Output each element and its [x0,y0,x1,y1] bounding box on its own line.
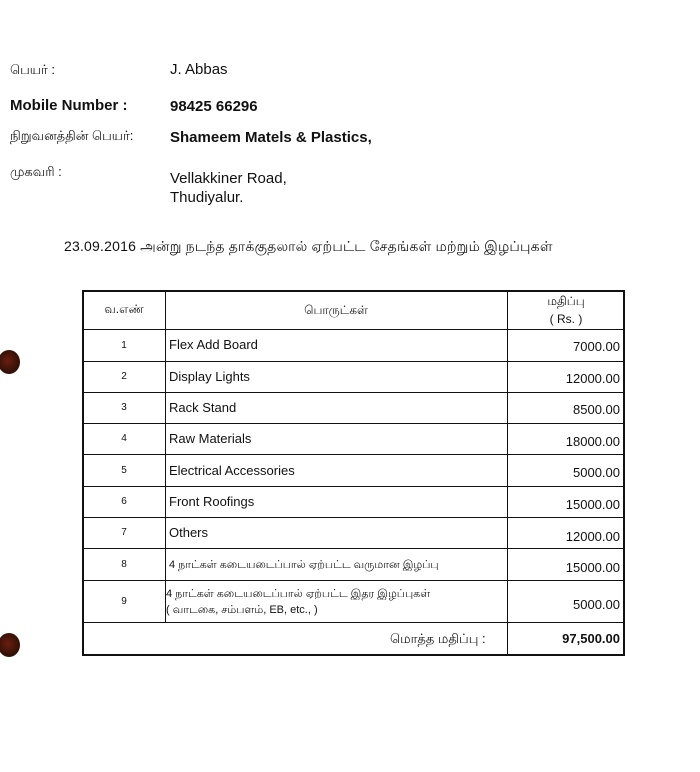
row-divider [82,329,625,330]
row-4-amount: 18000.00 [565,434,620,449]
row-7-sno: 7 [121,527,127,538]
row-9-item: 4 நாட்கள் கடையடைப்பால் ஏற்பட்ட இதர இழப்புகள் [166,588,431,600]
row-1-amount: 7000.00 [573,339,620,354]
punch-hole-lower [0,633,20,657]
row-9-amount: 5000.00 [573,597,620,612]
row-divider [82,517,625,518]
mobile-label: Mobile Number : [10,97,128,114]
row-divider [82,486,625,487]
header-value-line-1: மதிப்பு [547,294,585,308]
row-divider [82,454,625,455]
row-9-item-line-2: ( வாடகை, சம்பளம், EB, etc., ) [166,604,318,616]
name-value: J. Abbas [170,61,228,78]
address-line-1: Vellakkiner Road, [170,170,287,187]
row-2-sno: 2 [121,371,127,382]
row-5-sno: 5 [121,465,127,476]
row-3-amount: 8500.00 [573,402,620,417]
company-label: நிறுவனத்தின் பெயர்: [10,128,134,143]
row-1-sno: 1 [121,340,127,351]
total-label: மொத்த மதிப்பு : [390,631,486,646]
row-3-item: Rack Stand [169,400,237,415]
header-value-line-2: ( Rs. ) [549,312,583,326]
row-divider [82,622,625,623]
row-divider [82,423,625,424]
row-8-sno: 8 [121,559,127,570]
row-5-amount: 5000.00 [573,465,620,480]
row-8-item: 4 நாட்கள் கடையடைப்பால் ஏற்பட்ட வருமான இழப்பு [169,559,439,571]
row-divider [82,361,625,362]
address-line-2: Thudiyalur. [170,189,244,206]
row-2-amount: 12000.00 [565,371,620,386]
row-8-amount: 15000.00 [565,560,620,575]
name-label: பெயர் : [10,62,55,77]
row-6-item: Front Roofings [169,494,255,509]
header-item: பொருட்கள் [304,303,368,317]
row-4-sno: 4 [121,433,127,444]
row-divider [82,580,625,581]
row-4-item: Raw Materials [169,431,252,446]
punch-hole-upper [0,350,20,374]
row-7-item: Others [169,525,209,540]
row-9-sno: 9 [121,596,127,607]
mobile-value: 98425 66296 [170,98,258,115]
row-2-item: Display Lights [169,369,250,384]
header-sno: வ.எண் [104,302,144,316]
row-3-sno: 3 [121,402,127,413]
document-heading: 23.09.2016 அன்று நடந்த தாக்குதலால் ஏற்பட்ட சேதங்கள் மற்றும் இழப்புகள் [64,238,553,254]
row-5-item: Electrical Accessories [169,463,295,478]
row-6-amount: 15000.00 [565,497,620,512]
address-label: முகவரி : [10,164,62,179]
row-divider [82,392,625,393]
col-divider-1 [165,290,166,622]
row-1-item: Flex Add Board [169,337,258,352]
total-value: 97,500.00 [562,631,620,646]
col-divider-2 [507,290,508,656]
row-6-sno: 6 [121,496,127,507]
row-7-amount: 12000.00 [565,529,620,544]
row-divider [82,548,625,549]
company-value: Shameem Matels & Plastics, [170,129,372,146]
